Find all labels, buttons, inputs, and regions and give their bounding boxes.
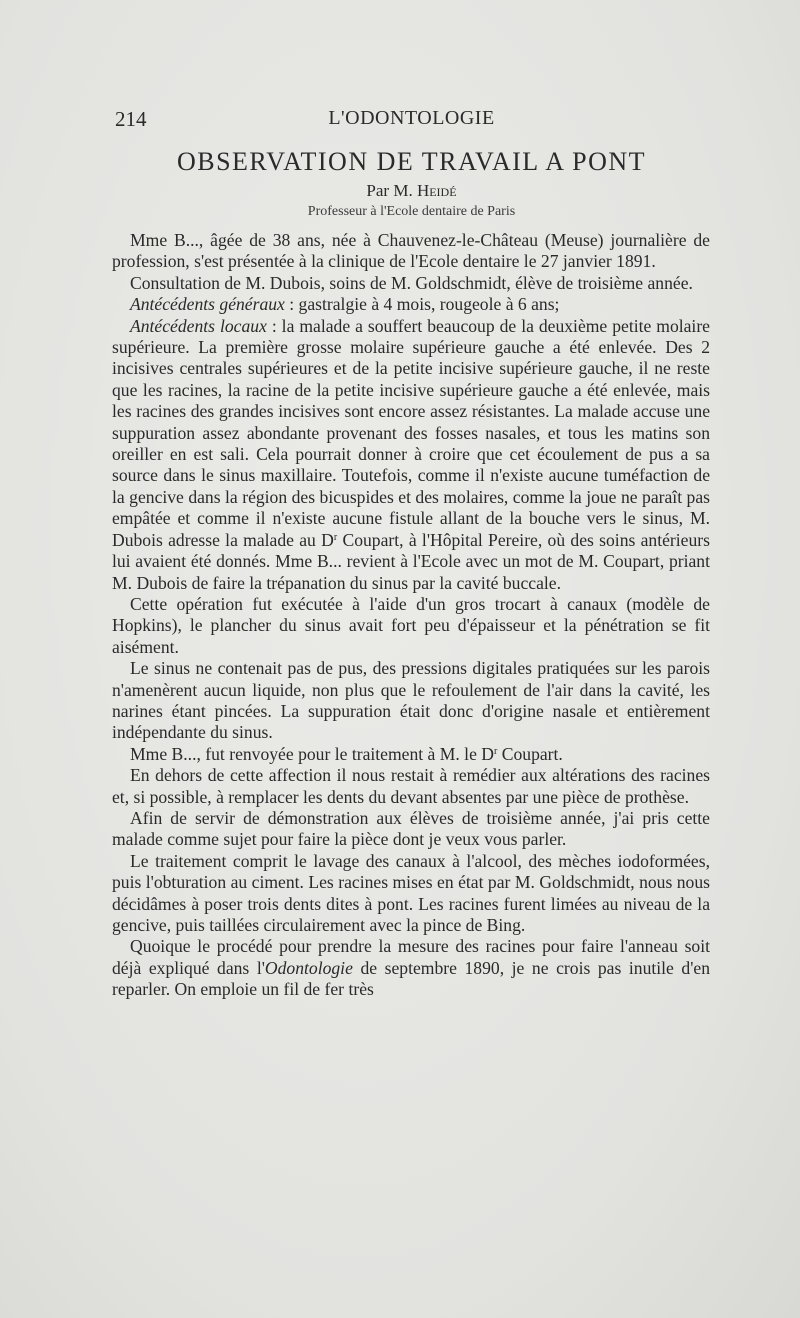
page-number: 214 [115, 107, 147, 131]
paragraph: Cette opération fut exécutée à l'aide d'un gros trocart à canaux (modèle de Hopkins), le plancher du sinus avait fort peu d'épaisseur et la pénétration se fit aisément. [112, 593, 710, 657]
paragraph-lead: Antécédents généraux [130, 294, 285, 315]
byline-prefix: Par M. [366, 181, 417, 200]
paragraph: Le traitement comprit le lavage des canaux à l'alcool, des mèches iodoformées, puis l'obturation au ciment. Les racines mises en état par M. Goldschmidt, nous nous décidâmes à poser trois dents dites à pont. Les racines furent limées au niveau de la gencive, puis taillées circulairement avec la pince de Bing. [112, 850, 710, 935]
paragraph: Mme B..., fut renvoyée pour le traitement à M. le $D^r$ Coupart. [130, 743, 563, 764]
page-header [115, 107, 708, 135]
paragraph: Le sinus ne contenait pas de pus, des pressions digitales pratiquées sur les parois n'amenèrent aucun liquide, non plus que le refoulement de l'air dans la cavité, les narines étant pincées. La suppuration était donc d'origine nasale et entièrement indépendante du sinus. [112, 658, 710, 743]
paragraph: Mme B..., âgée de 38 ans, née à Chauvenez-le-Château (Meuse) journalière de profession, s'est présentée à la clinique de l'Ecole dentaire le 27 janvier 1891. [112, 230, 710, 272]
paragraph: Afin de servir de démonstration aux élèves de troisième année, j'ai pris cette malade comme sujet pour faire la pièce dont je veux vous parler. [112, 807, 710, 850]
paragraph-lead: Antécédents locaux [130, 315, 267, 336]
article-body [112, 230, 710, 1001]
byline [115, 180, 708, 202]
paragraph: Consultation de M. Dubois, soins de M. Goldschmidt, élève de troisième année. [130, 272, 693, 293]
author-name: Heidé [416, 181, 457, 200]
author-affiliation: Professeur à l'Ecole dentaire de Paris [307, 204, 516, 219]
paragraph: En dehors de cette affection il nous restait à remédier aux altérations des racines et, si possible, à remplacer les dents du devant absentes par une pièce de prothèse. [112, 765, 710, 807]
article-title: OBSERVATION DE TRAVAIL A PONT [176, 147, 647, 176]
paragraph: Quoique le procédé pour prendre la mesure des racines pour faire l'anneau soit déjà expliqué dans l'Odontologie de septembre 1890, je ne crois pas inutile d'en reparler. On emploie un fil de fer très [112, 936, 711, 1000]
running-head: L'ODONTOLOGIE [328, 107, 495, 129]
paragraph: Antécédents locaux : la malade a souffert beaucoup de la deuxième petite molaire supérieure. La première grosse molaire supérieure gauche a été enlevée. Des 2 incisives centrales supérieures et de la petite incisive supérieure gauche, il ne reste que les racines, la racine de la petite incisive supérieure gauche a été enlevée, mais les racines des grandes incisives sont encore assez résistantes. La malade accuse une suppuration assez abondante provenant des fosses nasales, et tous les matins son oreiller en est sali. Cela pourrait donner à croire que cet écoulement de pus a sa source dans le sinus maxillaire. Toutefois, comme il n'existe aucune tuméfaction de la gencive dans la région des bicuspides et des molaires, comme la joue ne paraît pas empâtée et comme il n'existe aucune fistule allant de la bouche vers le sinus, M. Dubois adresse la malade au $D^r$ Coupart, à l'Hôpital Pereire, où des soins antérieurs lui avaient été donnés. Mme B... revient à l'Ecole avec un mot de M. Coupart, priant M. Dubois de faire la trépanation du sinus par la cavité buccale. [112, 315, 710, 593]
paragraph: Antécédents généraux : gastralgie à 4 mois, rougeole à 6 ans; [130, 294, 560, 315]
